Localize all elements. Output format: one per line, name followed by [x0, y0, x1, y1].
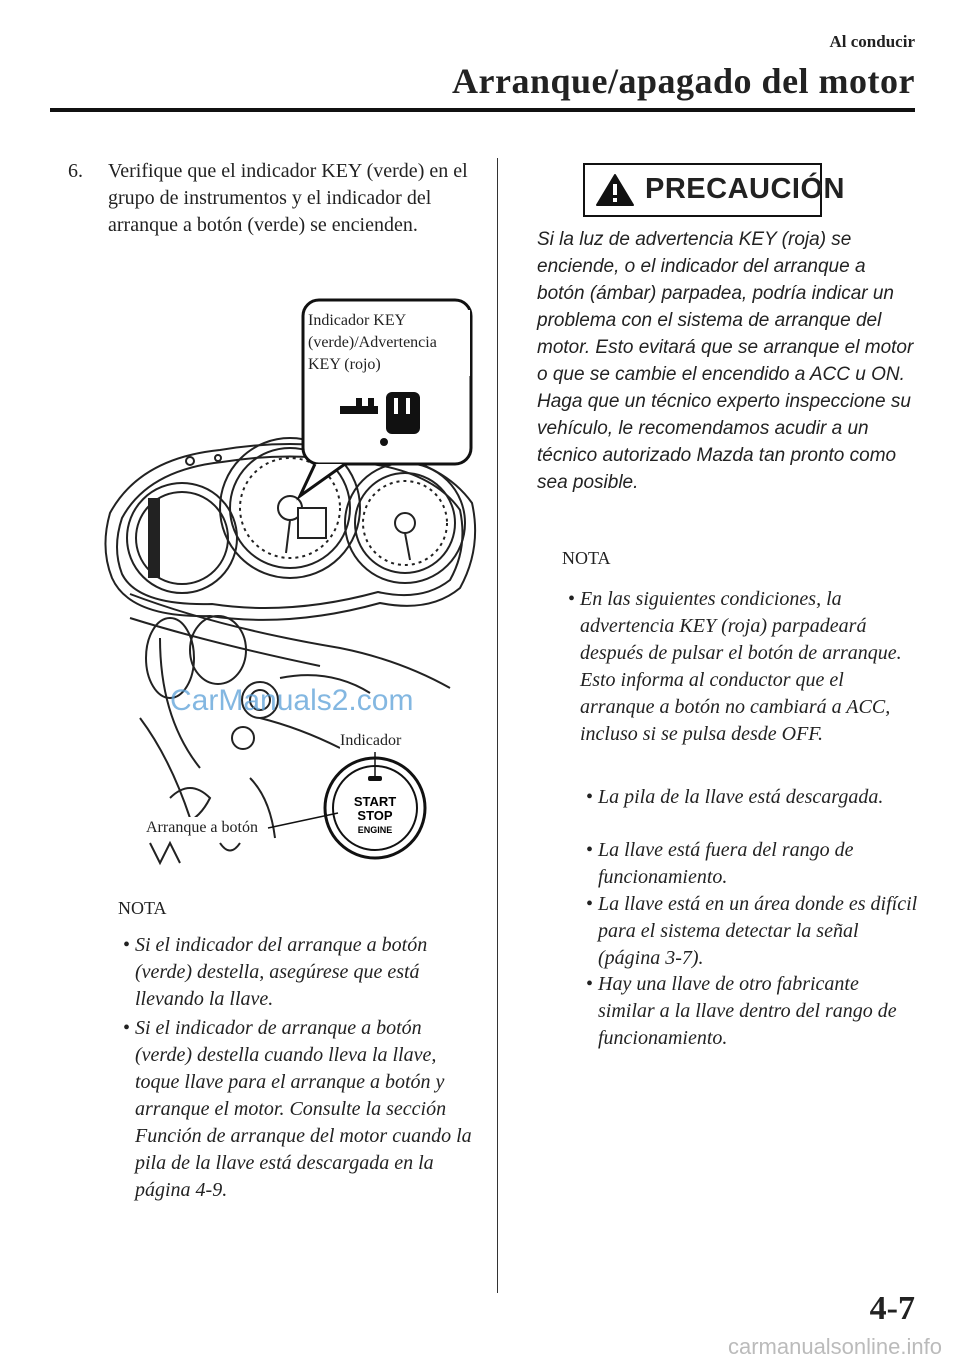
right-note-item: • La llave está en un área donde es difícil para el sistema detectar la señal (página 3-7). — [586, 893, 918, 969]
caution-header — [583, 163, 845, 217]
right-note-item: • Hay una llave de otro fabricante similar a la llave dentro del rango de funcionamiento. — [586, 973, 897, 1049]
step-6 — [68, 158, 478, 239]
bullet-icon: • — [568, 588, 576, 610]
page-number: 4-7 — [869, 1290, 915, 1327]
bullet-icon: • — [586, 973, 594, 995]
bullet-icon: • — [586, 786, 594, 808]
button-label-engine: ENGINE — [357, 825, 393, 835]
page-title: Arranque/apagado del motor — [452, 61, 915, 101]
right-note-heading: NOTA — [562, 548, 611, 568]
left-note-item: • Si el indicador de arranque a botón (verde) destella cuando lleva la llave, toque llave para el arranque a botón y arranque el motor. Consulte la sección Función de arranque del motor cuando la pila de la llave está descargada en la página 4-9. — [123, 1017, 472, 1201]
callout-arranque: Arranque a botón — [146, 817, 258, 839]
callout-key-indicator: Indicador KEY (verde)/Advertencia KEY (rojo) — [308, 310, 470, 376]
callout-indicador: Indicador — [340, 730, 401, 752]
caution-title: PRECAUCIÓN — [645, 173, 845, 205]
button-label-start: START — [353, 794, 397, 809]
dashboard-illustration — [100, 298, 480, 868]
column-divider — [497, 158, 498, 1293]
header-rule — [50, 108, 915, 112]
bullet-icon: • — [123, 1017, 131, 1039]
footer-url: carmanualsonline.info — [727, 1334, 942, 1359]
dashboard-figure — [100, 298, 480, 868]
bullet-icon: • — [123, 934, 131, 956]
bullet-icon: • — [586, 839, 594, 861]
watermark: CarManuals2.com — [170, 684, 414, 717]
bullet-icon: • — [586, 893, 594, 915]
right-note-item: • La llave está fuera del rango de funcionamiento. — [586, 839, 854, 888]
step-number: 6. — [68, 160, 83, 182]
button-label-stop: STOP — [357, 808, 393, 823]
section-label: Al conducir — [829, 32, 915, 51]
left-note-heading: NOTA — [118, 898, 167, 918]
step-text: Verifique que el indicador KEY (verde) en el grupo de instrumentos y el indicador del arranque a botón (verde) se encienden. — [108, 160, 468, 236]
right-note-intro: • En las siguientes condiciones, la advertencia KEY (roja) parpadeará después de pulsar el botón de arranque. Esto informa al conductor que el arranque a botón no cambiará a ACC, incluso si se pulsa desde OFF. — [568, 588, 902, 745]
left-note-item: • Si el indicador del arranque a botón (verde) destella, asegúrese que está llevando la llave. — [123, 934, 428, 1010]
warning-triangle-icon — [595, 173, 635, 207]
caution-text: Si la luz de advertencia KEY (roja) se enciende, o el indicador del arranque a botón (ámbar) parpadea, podría indicar un problema con el sistema de arranque del motor. Esto evitará que se arranque el motor o que se cambie el encendido a ACC u ON. Haga que un técnico experto inspeccione su vehículo, le recomendamos acudir a un técnico autorizado Mazda tan pronto como sea posible. — [537, 229, 914, 493]
right-note-item: • La pila de la llave está descargada. — [598, 784, 918, 811]
